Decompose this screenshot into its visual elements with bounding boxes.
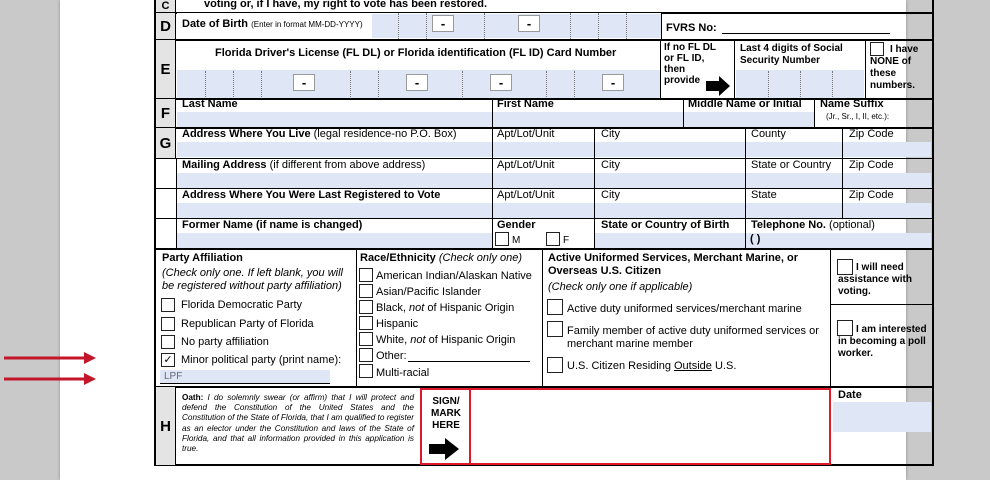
- race-checkbox-4[interactable]: [359, 316, 373, 330]
- section-letter-c: C: [156, 0, 176, 12]
- apt-label-3: Apt/Lot/Unit: [497, 189, 555, 201]
- state-label: State: [751, 189, 777, 201]
- party-minor-label: Minor political party (print name):: [181, 354, 342, 366]
- birth-place-label: State or Country of Birth: [601, 219, 730, 231]
- apt-label-2: Apt/Lot/Unit: [497, 159, 555, 171]
- fvrs-label: FVRS No:: [666, 22, 717, 34]
- county-label: County: [751, 128, 786, 140]
- party-none-label: No party affiliation: [181, 336, 269, 348]
- dob-input[interactable]: [372, 14, 662, 38]
- apt-input-1[interactable]: [493, 142, 594, 157]
- state-country-input[interactable]: [746, 173, 842, 188]
- sign-here-label: SIGN/ MARK HERE: [431, 396, 461, 431]
- first-name-input[interactable]: [493, 112, 683, 127]
- party-instructions: (Check only one. If left blank, you will be registered without party affiliation): [162, 267, 343, 292]
- dob-dash-2: -: [518, 15, 540, 32]
- apt-input-2[interactable]: [493, 173, 594, 188]
- section-letter-g: G: [156, 128, 176, 158]
- race-label-4: Hispanic: [376, 318, 419, 330]
- military-hint: (Check only one if applicable): [548, 281, 693, 293]
- telephone-parens: ( ): [750, 233, 761, 245]
- race-checkbox-6[interactable]: [359, 348, 373, 362]
- zip-label-3: Zip Code: [849, 189, 894, 201]
- race-title: Race/Ethnicity (Check only one): [360, 252, 523, 264]
- race-checkbox-1[interactable]: [359, 268, 373, 282]
- race-checkbox-7[interactable]: [359, 364, 373, 378]
- party-republican-label: Republican Party of Florida: [181, 318, 314, 330]
- prev-address-input[interactable]: [177, 203, 492, 218]
- restored-rights-text: voting or, if I have, my right to vote has been restored.: [204, 0, 488, 10]
- mailing-input[interactable]: [177, 173, 492, 188]
- military-label-3: U.S. Citizen Residing Outside U.S.: [567, 360, 737, 372]
- zip-input-1[interactable]: [843, 142, 931, 157]
- military-label-1: Active duty uniformed services/merchant marine: [567, 303, 802, 315]
- former-name-label: Former Name (if name is changed): [182, 219, 363, 231]
- section-letter-f: F: [156, 99, 176, 127]
- race-label-1: American Indian/Alaskan Native: [376, 270, 532, 282]
- suffix-hint: (Jr., Sr., I, II, etc.):: [826, 112, 890, 121]
- minor-party-name-input[interactable]: [160, 370, 330, 384]
- ssn-label: Last 4 digits of Social Security Number: [740, 43, 843, 66]
- annotation-arrow-2: [4, 371, 96, 392]
- telephone-label: Telephone No. (optional): [751, 219, 875, 231]
- oath-text: Oath: I do solemnly swear (or affirm) that I will protect and defend the Constitution of the United States and the Constitution of the State of Florida, that I am qualified to register as an elector under the Constitution and laws of the State of Florida, and that all information provided in this application is true.: [182, 393, 414, 454]
- fl-dl-label: Florida Driver's License (FL DL) or Florida identification (FL ID) Card Number: [215, 47, 617, 59]
- address-input[interactable]: [177, 142, 492, 157]
- military-checkbox-3[interactable]: [547, 357, 563, 373]
- city-input-2[interactable]: [595, 173, 745, 188]
- no-numbers-label: I have NONE of these numbers.: [870, 44, 919, 91]
- county-input[interactable]: [746, 142, 842, 157]
- minor-party-name-value: LPF: [164, 371, 183, 382]
- dob-dash-1: -: [432, 15, 454, 32]
- party-title: Party Affiliation: [162, 252, 243, 264]
- dl-dash-2: -: [406, 74, 428, 91]
- fvrs-input[interactable]: [722, 33, 890, 34]
- last-name-input[interactable]: [177, 112, 492, 127]
- sign-arrow-icon: [429, 438, 459, 465]
- party-republican-checkbox[interactable]: [161, 317, 175, 331]
- former-name-input[interactable]: [177, 233, 492, 248]
- middle-name-input[interactable]: [684, 112, 814, 127]
- zip-label-1: Zip Code: [849, 128, 894, 140]
- apt-label-1: Apt/Lot/Unit: [497, 128, 555, 140]
- city-label-1: City: [601, 128, 620, 140]
- race-other-input[interactable]: [408, 361, 530, 362]
- annotation-arrow-1: [4, 350, 96, 371]
- party-minor-checkbox[interactable]: ✓: [161, 353, 175, 367]
- gender-female-checkbox[interactable]: [546, 232, 560, 246]
- dl-dash-4: -: [602, 74, 624, 91]
- date-input[interactable]: [833, 402, 931, 432]
- last-registered-label: Address Where You Were Last Registered to Vote: [182, 189, 441, 201]
- no-dl-text: If no FL DL or FL ID, then provide: [664, 42, 717, 86]
- dl-dash-1: -: [293, 74, 315, 91]
- mailing-label: Mailing Address (if different from above address): [182, 159, 426, 171]
- race-checkbox-5[interactable]: [359, 332, 373, 346]
- race-checkbox-3[interactable]: [359, 300, 373, 314]
- party-democratic-checkbox[interactable]: [161, 298, 175, 312]
- dob-label: Date of Birth (Enter in format MM-DD-YYYY): [182, 18, 363, 30]
- city-label-2: City: [601, 159, 620, 171]
- city-input-1[interactable]: [595, 142, 745, 157]
- military-checkbox-1[interactable]: [547, 299, 563, 315]
- city-input-3[interactable]: [595, 203, 745, 218]
- race-label-6: Other:: [376, 350, 407, 362]
- race-label-5: White, not of Hispanic Origin: [376, 334, 516, 346]
- date-label: Date: [838, 389, 862, 401]
- gender-male-checkbox[interactable]: [495, 232, 509, 246]
- need-assistance-label: I will need assistance with voting.: [838, 262, 912, 297]
- signature-field[interactable]: [472, 390, 829, 463]
- gender-male-label: M: [512, 235, 521, 246]
- apt-input-3[interactable]: [493, 203, 594, 218]
- suffix-label: Name Suffix: [820, 98, 884, 110]
- zip-label-2: Zip Code: [849, 159, 894, 171]
- party-democratic-label: Florida Democratic Party: [181, 299, 303, 311]
- dl-dash-3: -: [490, 74, 512, 91]
- zip-input-3[interactable]: [843, 203, 931, 218]
- zip-input-2[interactable]: [843, 173, 931, 188]
- gender-female-label: F: [563, 235, 570, 246]
- state-input[interactable]: [746, 203, 842, 218]
- section-letter-e: E: [156, 40, 176, 98]
- military-label-2: Family member of active duty uniformed services or merchant marine member: [567, 325, 819, 350]
- first-name-label: First Name: [497, 98, 554, 110]
- middle-name-label: Middle Name or Initial: [688, 98, 802, 110]
- race-label-2: Asian/Pacific Islander: [376, 286, 482, 298]
- section-letter-h: H: [156, 387, 176, 465]
- race-checkbox-2[interactable]: [359, 284, 373, 298]
- section-letter-d: D: [156, 13, 176, 39]
- address-label: Address Where You Live (legal residence-no P.O. Box): [182, 128, 457, 140]
- telephone-input[interactable]: [746, 233, 931, 248]
- state-country-label: State or Country: [751, 159, 832, 171]
- registration-form-page: [60, 0, 927, 480]
- military-title: Active Uniformed Services, Merchant Marine, or Overseas U.S. Citizen: [548, 252, 799, 277]
- last-name-label: Last Name: [182, 98, 238, 110]
- party-none-checkbox[interactable]: [161, 335, 175, 349]
- race-label-7: Multi-racial: [376, 367, 430, 379]
- poll-worker-label: I am interested in becoming a poll worker.: [838, 324, 927, 359]
- gender-label: Gender: [497, 219, 536, 231]
- city-label-3: City: [601, 189, 620, 201]
- military-checkbox-2[interactable]: [547, 321, 563, 337]
- race-label-3: Black, not of Hispanic Origin: [376, 302, 515, 314]
- birth-place-input[interactable]: [595, 233, 745, 248]
